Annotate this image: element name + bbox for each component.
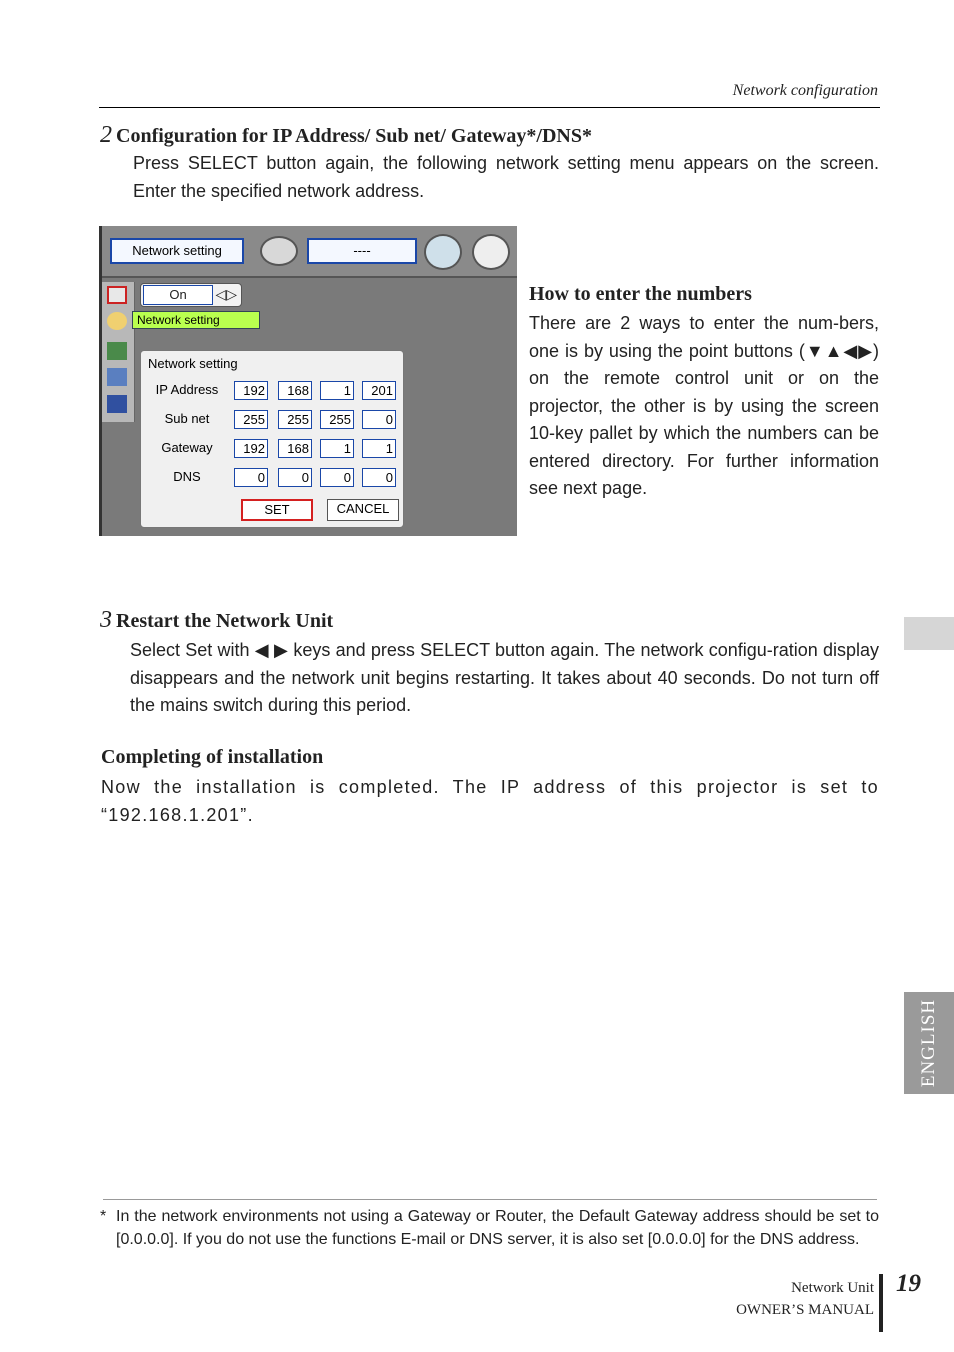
gateway-octet-1[interactable]: 192 <box>234 439 268 458</box>
video-input-icon <box>260 236 298 266</box>
network-setting-label: Network setting <box>132 311 260 329</box>
set-button[interactable]: SET <box>241 499 313 521</box>
dns-octet-3[interactable]: 0 <box>320 468 354 487</box>
step2-number: 2 <box>100 122 112 148</box>
network-toggle[interactable] <box>140 283 242 307</box>
network-setting-panel <box>140 350 404 528</box>
menu-value-field: ---- <box>307 238 417 264</box>
running-header: Network configuration <box>732 82 878 99</box>
select-key: SELECT <box>420 640 490 660</box>
network-tree-icon[interactable] <box>107 368 127 386</box>
english-tab-label: ENGLISH <box>918 998 939 1088</box>
subnet-octet-1[interactable]: 255 <box>234 410 268 429</box>
set-key: Set <box>185 640 213 660</box>
gateway-octet-2[interactable]: 168 <box>278 439 312 458</box>
setting-face-icon[interactable] <box>107 312 127 330</box>
dns-octet-4[interactable]: 0 <box>362 468 396 487</box>
menu-top-bar <box>102 226 517 278</box>
completing-text: Now the installation is completed. The IP address of this projector is set to “192.168.1.201”. <box>101 777 879 825</box>
dns-label: DNS <box>173 469 201 484</box>
step2-heading <box>100 122 592 149</box>
ip-octet-4[interactable]: 201 <box>362 381 396 400</box>
howto-text: There are 2 ways to enter the num-bers, one is by using the point buttons (▼▲◀▶) on the remote control unit or on the projector, the other is by using the screen 10-key pallet by which the numbers can be entered directory. For further information see next page. <box>529 313 879 498</box>
subnet-octet-4[interactable]: 0 <box>362 410 396 429</box>
menu-title-field: Network setting <box>110 238 244 264</box>
page-number-bar <box>879 1274 883 1332</box>
ip-octet-2[interactable]: 168 <box>278 381 312 400</box>
gateway-octet-4[interactable]: 1 <box>362 439 396 458</box>
dns-octet-1[interactable]: 0 <box>234 468 268 487</box>
network-setting-screenshot <box>99 226 517 536</box>
panel-title: Network setting <box>148 356 238 371</box>
menu-sidebar <box>102 282 135 422</box>
step3-title: Restart the Network Unit <box>116 610 334 632</box>
exit-door-icon[interactable] <box>107 395 127 413</box>
step3-heading <box>100 607 333 634</box>
cancel-button[interactable]: CANCEL <box>327 499 399 521</box>
section-tab-marker <box>904 617 954 650</box>
ip-address-label: IP Address <box>155 382 219 397</box>
gateway-octet-3[interactable]: 1 <box>320 439 354 458</box>
gateway-label: Gateway <box>161 440 213 455</box>
toggle-value: On <box>143 285 213 305</box>
header-rule <box>99 107 880 108</box>
select-key: SELECT <box>187 153 258 173</box>
laptop-icon <box>424 234 462 270</box>
image-icon[interactable] <box>107 342 127 360</box>
ip-octet-3[interactable]: 1 <box>320 381 354 400</box>
footer-line1: Network Unit <box>791 1280 874 1296</box>
step2-text: Press SELECT button again, the following network setting menu appears on the screen. Enter the specified network address. <box>133 153 879 201</box>
footnote-text: In the network environments not using a Gateway or Router, the Default Gateway address should be set to [0.0.0.0]. If you do not use the functions E-mail or DNS server, it is also set [0.0.0.0] for the DNS address. <box>116 1208 879 1248</box>
step3-number: 3 <box>100 607 112 633</box>
english-tab <box>904 992 954 1094</box>
toggle-arrows-icon[interactable]: ◁▷ <box>215 286 237 302</box>
dns-octet-2[interactable]: 0 <box>278 468 312 487</box>
footnote-rule <box>103 1199 877 1200</box>
ip-octet-1[interactable]: 192 <box>234 381 268 400</box>
subnet-label: Sub net <box>164 411 210 426</box>
step2-title: Configuration for IP Address/ Sub net/ Gateway*/DNS* <box>116 125 592 147</box>
subnet-octet-3[interactable]: 255 <box>320 410 354 429</box>
footnote-star: * <box>100 1208 107 1225</box>
step3-text: Select Set with ◀ ▶ keys and press SELECT button again. The network configu-ration display disappears and the network unit begins restarting. It takes about 40 seconds. Do not turn off the mains switch during this period. <box>130 640 880 715</box>
network-menu-icon[interactable] <box>107 286 127 304</box>
footer-line2: OWNER’S MANUAL <box>736 1302 874 1318</box>
subnet-octet-2[interactable]: 255 <box>278 410 312 429</box>
page-number: 19 <box>896 1270 921 1297</box>
footnote <box>100 1205 879 1251</box>
bar-chart-icon <box>472 234 510 270</box>
completing-title: Completing of installation <box>101 746 324 768</box>
howto-title: How to enter the numbers <box>529 283 752 305</box>
footer-manual-title <box>736 1277 874 1321</box>
